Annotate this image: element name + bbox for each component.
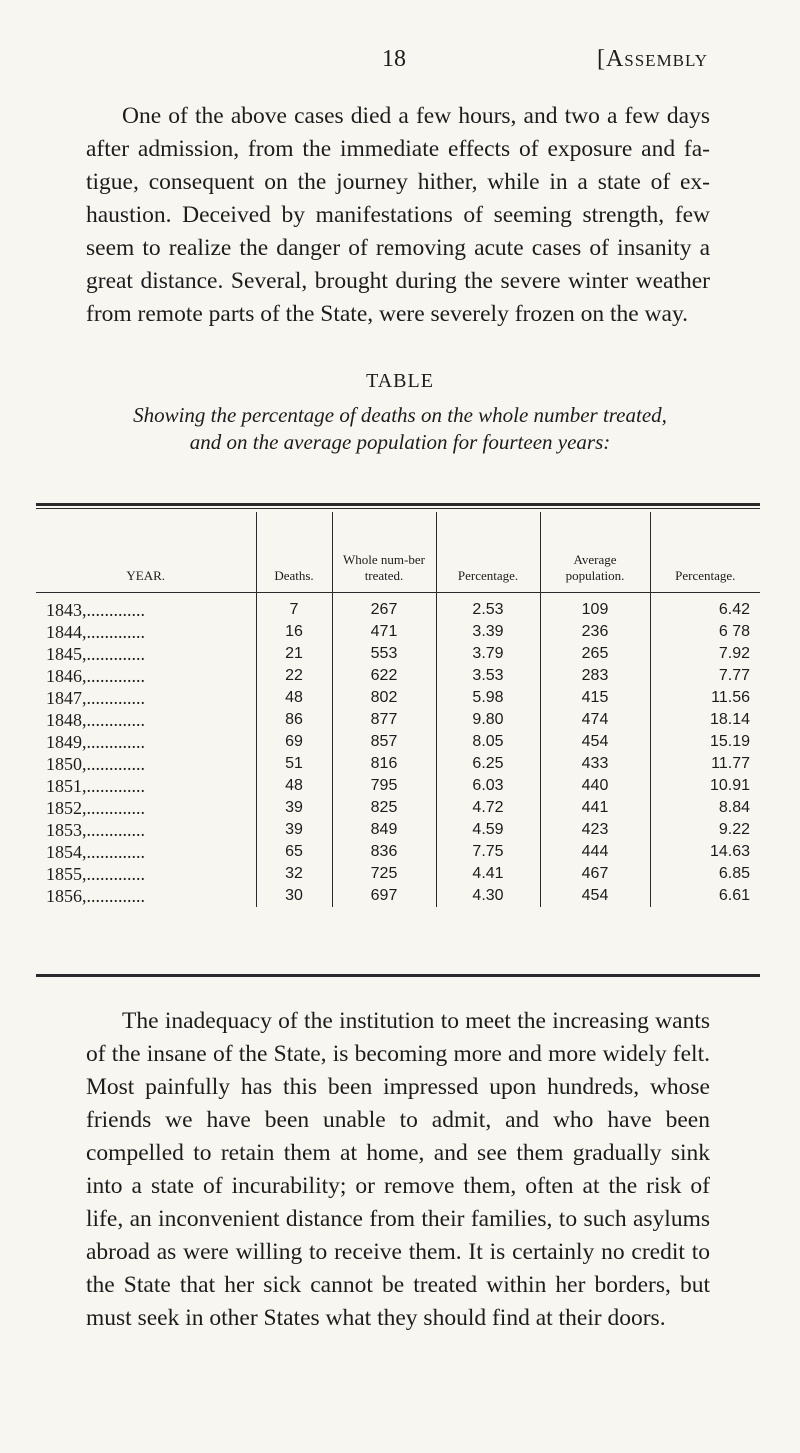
cell-pct-treated: 2.53 [436,593,540,622]
table-row [36,797,760,819]
cell-pct-pop: 15.19 [650,731,760,753]
table-row [36,665,760,687]
cell-pct-pop: 7.77 [650,665,760,687]
table-row [36,841,760,863]
table-bottom-rule [36,974,760,977]
cell-treated: 697 [332,885,436,907]
closing-paragraph: The inadequacy of the institution to meet the increasing wants of the insane of the State, is becoming more and more widely felt. Most painfully has this been impressed upon hundreds, whose friends we have been unable to admit, and who have been compelled to retain them at home, and see them gradually sink into a state of incurability; or remove them, often at the risk of life, an inconvenient distance from their families, to such asylums abroad as were willing to receive them. It is certainly no credit to the State that her sick cannot be treated within her borders, but must seek in other States what they should find at their doors. [86,1008,710,1331]
cell-deaths: 51 [256,753,332,775]
cell-pct-pop: 14.63 [650,841,760,863]
cell-year: 1845,............. [46,644,145,664]
column-header-deaths: Deaths. [256,512,332,593]
cell-avg-pop: 440 [540,775,650,797]
table-top-rule [36,503,760,506]
cell-year: 1848,............. [46,710,145,730]
cell-pct-treated: 3.39 [436,621,540,643]
cell-avg-pop: 283 [540,665,650,687]
table-row [36,775,760,797]
cell-year: 1855,............. [46,864,145,884]
cell-pct-treated: 7.75 [436,841,540,863]
table-row [36,753,760,775]
cell-avg-pop: 109 [540,593,650,622]
cell-pct-pop: 11.77 [650,753,760,775]
cell-avg-pop: 467 [540,863,650,885]
cell-avg-pop: 265 [540,643,650,665]
cell-avg-pop: 423 [540,819,650,841]
cell-deaths: 22 [256,665,332,687]
cell-pct-treated: 4.59 [436,819,540,841]
table-row [36,709,760,731]
cell-treated: 802 [332,687,436,709]
table-header-row [36,512,760,593]
cell-year: 1856,............. [46,886,145,906]
cell-pct-treated: 6.25 [436,753,540,775]
cell-pct-pop: 10.91 [650,775,760,797]
table-row [36,643,760,665]
page-number: 18 [382,46,406,72]
column-header-average-population: Average population. [540,512,650,593]
cell-year: 1843,............. [46,600,145,620]
cell-avg-pop: 454 [540,731,650,753]
cell-avg-pop: 236 [540,621,650,643]
cell-deaths: 48 [256,775,332,797]
cell-deaths: 39 [256,797,332,819]
cell-pct-pop: 6.61 [650,885,760,907]
cell-pct-pop: 6 78 [650,621,760,643]
cell-deaths: 86 [256,709,332,731]
column-header-percentage-treated: Percentage. [436,512,540,593]
intro-paragraph: One of the above cases died a few hours, and two a few days after admission, from the immediate effects of exposure and fatigue, consequent on the journey hither, while in a state of exhaustion. Deceived by manifestations of seeming strength, few seem to realize the danger of removing acute cases of insanity a great distance. Several, brought during the severe winter weather from remote parts of the State, were severely frozen on the way. [86,103,710,327]
cell-year: 1854,............. [46,842,145,862]
cell-avg-pop: 433 [540,753,650,775]
cell-deaths: 7 [256,593,332,622]
cell-treated: 471 [332,621,436,643]
cell-avg-pop: 441 [540,797,650,819]
cell-avg-pop: 454 [540,885,650,907]
table-row [36,863,760,885]
cell-year: 1850,............. [46,754,145,774]
cell-year: 1846,............. [46,666,145,686]
cell-pct-pop: 9.22 [650,819,760,841]
deaths-percentage-table [36,512,760,907]
cell-pct-treated: 4.72 [436,797,540,819]
cell-deaths: 65 [256,841,332,863]
cell-pct-pop: 8.84 [650,797,760,819]
cell-treated: 725 [332,863,436,885]
cell-pct-treated: 5.98 [436,687,540,709]
cell-treated: 877 [332,709,436,731]
cell-avg-pop: 415 [540,687,650,709]
table-row [36,621,760,643]
cell-pct-treated: 6.03 [436,775,540,797]
column-header-percentage-population: Percentage. [650,512,760,593]
cell-year: 1844,............. [46,622,145,642]
cell-treated: 825 [332,797,436,819]
cell-deaths: 39 [256,819,332,841]
table-row [36,819,760,841]
running-head: [Assembly [596,46,708,72]
table-top-rule-thin [36,508,760,509]
cell-year: 1851,............. [46,776,145,796]
cell-treated: 553 [332,643,436,665]
cell-pct-treated: 3.53 [436,665,540,687]
table-row [36,731,760,753]
cell-pct-treated: 4.41 [436,863,540,885]
cell-pct-pop: 6.42 [650,593,760,622]
cell-deaths: 69 [256,731,332,753]
cell-deaths: 48 [256,687,332,709]
cell-pct-treated: 8.05 [436,731,540,753]
cell-pct-pop: 11.56 [650,687,760,709]
page-header [0,46,800,76]
cell-treated: 816 [332,753,436,775]
cell-avg-pop: 474 [540,709,650,731]
cell-treated: 267 [332,593,436,622]
table-caption: Showing the percentage of deaths on the whole number treated, and on the average population for fourteen years: [133,403,667,454]
cell-year: 1852,............. [46,798,145,818]
table-row [36,687,760,709]
cell-deaths: 21 [256,643,332,665]
cell-treated: 857 [332,731,436,753]
cell-pct-treated: 9.80 [436,709,540,731]
table-title: TABLE [366,370,434,392]
cell-year: 1853,............. [46,820,145,840]
cell-deaths: 30 [256,885,332,907]
table-row [36,593,760,622]
cell-pct-pop: 6.85 [650,863,760,885]
column-header-year: YEAR. [36,512,256,593]
cell-avg-pop: 444 [540,841,650,863]
cell-treated: 795 [332,775,436,797]
cell-year: 1849,............. [46,732,145,752]
cell-deaths: 16 [256,621,332,643]
cell-treated: 849 [332,819,436,841]
cell-pct-pop: 18.14 [650,709,760,731]
cell-year: 1847,............. [46,688,145,708]
table-row [36,885,760,907]
cell-deaths: 32 [256,863,332,885]
cell-pct-treated: 3.79 [436,643,540,665]
cell-pct-treated: 4.30 [436,885,540,907]
cell-treated: 622 [332,665,436,687]
cell-treated: 836 [332,841,436,863]
cell-pct-pop: 7.92 [650,643,760,665]
column-header-whole-number-treated: Whole num-ber treated. [332,512,436,593]
